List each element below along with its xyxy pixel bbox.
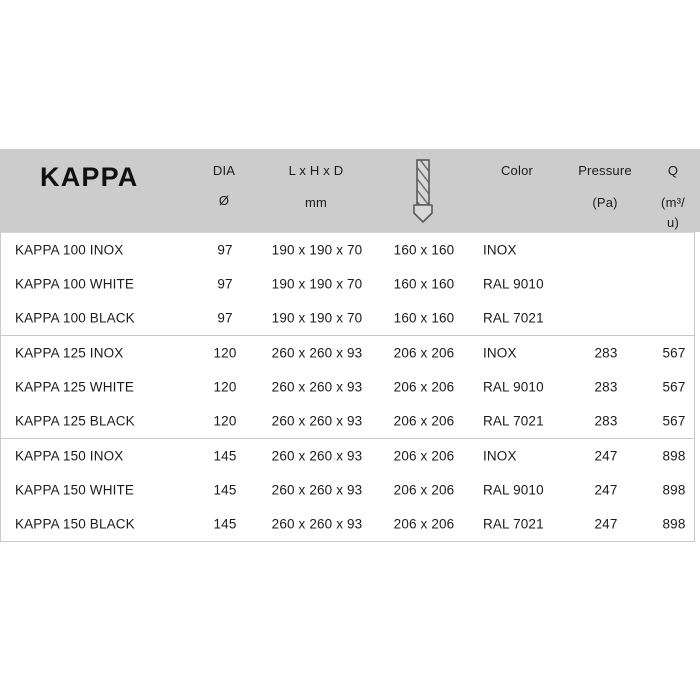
cell-dia: 120 [213,413,237,429]
cell-pressure: 283 [594,379,618,395]
cell-pressure: 247 [594,482,618,498]
cell-name: KAPPA 125 WHITE [15,379,135,395]
table-row[interactable] [1,233,694,267]
cell-dia: 120 [213,379,237,395]
cell-color: RAL 9010 [483,379,544,395]
cell-dia: 145 [213,482,237,498]
cell-section: 160 x 160 [393,276,455,292]
cell-pressure: 283 [594,413,618,429]
cell-pressure: 283 [594,345,618,361]
column-header-pressure-unit: (Pa) [592,195,618,210]
table-row[interactable] [1,301,694,335]
column-header-flow-unit-line1: (m³/ [661,195,685,210]
column-header-flow-unit-line2: u) [667,215,679,230]
cell-dims: 260 x 260 x 93 [271,413,363,429]
table-row[interactable] [1,439,694,473]
column-header-dimensions: L x H x D [288,163,344,178]
cell-dims: 260 x 260 x 93 [271,379,363,395]
cell-dia: 145 [213,448,237,464]
cell-dims: 260 x 260 x 93 [271,448,363,464]
cell-section: 160 x 160 [393,242,455,258]
cell-flow: 567 [662,345,686,361]
cell-dims: 190 x 190 x 70 [271,242,363,258]
cell-color: RAL 7021 [483,413,544,429]
table-row-group [0,232,695,336]
table-row[interactable] [1,336,694,370]
cell-dims: 190 x 190 x 70 [271,310,363,326]
cell-color: RAL 9010 [483,276,544,292]
cell-dims: 260 x 260 x 93 [271,482,363,498]
cell-dia: 120 [213,345,237,361]
product-specification-table [0,149,700,542]
cell-flow: 567 [662,379,686,395]
cell-section: 206 x 206 [393,482,455,498]
table-row[interactable] [1,507,694,541]
cell-flow: 898 [662,482,686,498]
cell-color: RAL 7021 [483,310,544,326]
cell-color: INOX [483,242,517,258]
cell-section: 160 x 160 [393,310,455,326]
cell-name: KAPPA 100 WHITE [15,276,135,292]
column-header-dia: DIA [212,163,236,178]
table-row[interactable] [1,404,694,438]
cell-color: RAL 9010 [483,482,544,498]
cell-color: INOX [483,448,517,464]
column-header-dia-unit: Ø [218,193,230,208]
cell-pressure: 247 [594,516,618,532]
table-body [0,232,700,542]
cell-dims: 260 x 260 x 93 [271,516,363,532]
cell-dia: 97 [217,310,233,326]
cell-name: KAPPA 150 BLACK [15,516,135,532]
table-row-group [0,336,695,439]
cell-name: KAPPA 150 WHITE [15,482,135,498]
cell-flow: 898 [662,516,686,532]
cell-dia: 97 [217,276,233,292]
cell-name: KAPPA 100 BLACK [15,310,135,326]
cell-dims: 190 x 190 x 70 [271,276,363,292]
table-row[interactable] [1,267,694,301]
table-row[interactable] [1,370,694,404]
column-header-pressure: Pressure [578,163,632,178]
table-row[interactable] [1,473,694,507]
cell-name: KAPPA 100 INOX [15,242,124,258]
cell-section: 206 x 206 [393,516,455,532]
cell-section: 206 x 206 [393,448,455,464]
cell-name: KAPPA 150 INOX [15,448,124,464]
column-header-dimensions-unit: mm [304,195,328,210]
cell-flow: 898 [662,448,686,464]
table-header-row [0,149,700,232]
cell-name: KAPPA 125 INOX [15,345,124,361]
drill-bit-icon [408,157,438,225]
cell-section: 206 x 206 [393,345,455,361]
table-row-group [0,439,695,542]
cell-name: KAPPA 125 BLACK [15,413,135,429]
cell-pressure: 247 [594,448,618,464]
cell-dims: 260 x 260 x 93 [271,345,363,361]
cell-dia: 145 [213,516,237,532]
cell-color: INOX [483,345,517,361]
cell-dia: 97 [217,242,233,258]
brand-title: KAPPA [40,162,139,192]
cell-color: RAL 7021 [483,516,544,532]
column-header-color: Color [500,163,534,178]
cell-section: 206 x 206 [393,413,455,429]
cell-section: 206 x 206 [393,379,455,395]
cell-flow: 567 [662,413,686,429]
column-header-flow: Q [667,163,679,178]
